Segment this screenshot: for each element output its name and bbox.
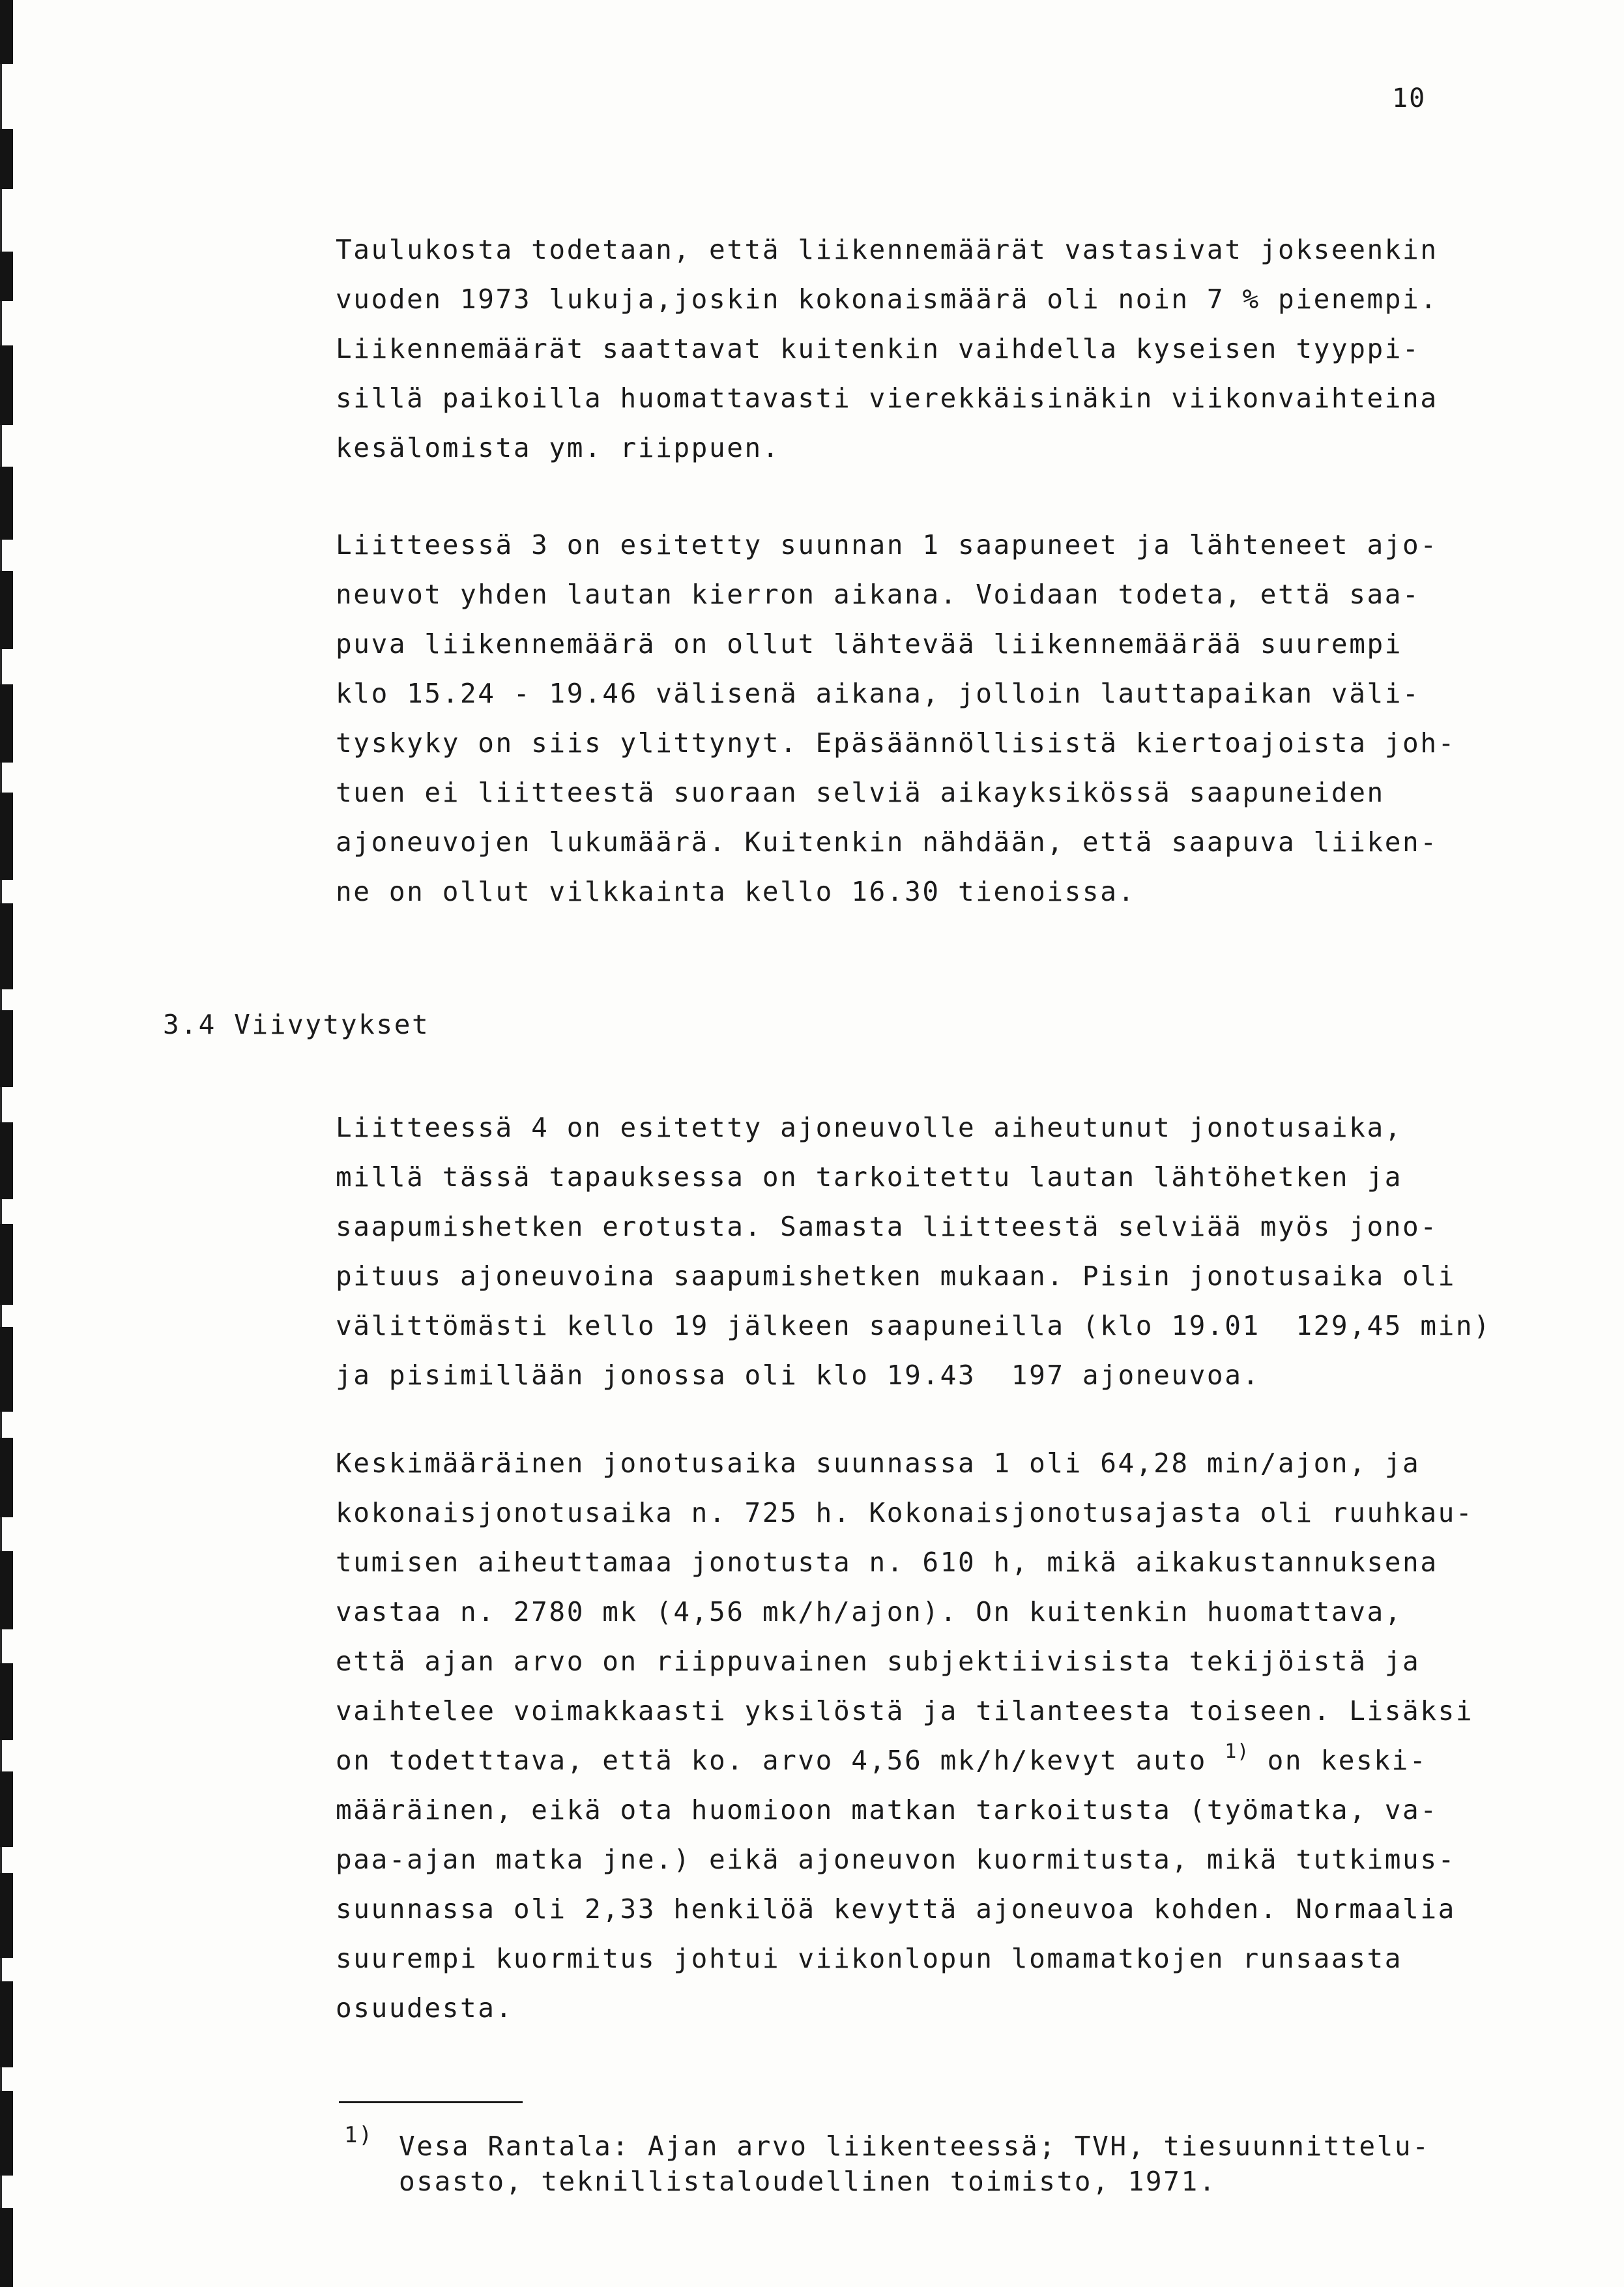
text-line: Liitteessä 3 on esitetty suunnan 1 saapuneet ja lähteneet ajo- xyxy=(336,529,1438,561)
text-line: kesälomista ym. riippuen. xyxy=(336,432,781,463)
binding-strip-18 xyxy=(0,1873,13,1958)
paragraph-1 xyxy=(336,225,1593,473)
text-line: klo 15.24 - 19.46 välisenä aikana, jolloin lauttapaikan väli- xyxy=(336,678,1421,709)
binding-strip-7 xyxy=(0,684,13,763)
text-line: välittömästi kello 19 jälkeen saapuneilla (klo 19.01 129,45 min) xyxy=(336,1310,1492,1341)
text-line: kokonaisjonotusaika n. 725 h. Kokonaisjonotusajasta oli ruuhkau- xyxy=(336,1497,1474,1528)
text-line: neuvot yhden lautan kierron aikana. Voidaan todeta, että saa- xyxy=(336,579,1421,610)
binding-strip-2 xyxy=(0,129,13,189)
text-line: ja pisimillään jonossa oli klo 19.43 197 ajoneuvoa. xyxy=(336,1360,1260,1391)
text-line: suurempi kuormitus johtui viikonlopun lomamatkojen runsaasta xyxy=(336,1943,1403,1974)
footnote-reference: 1) xyxy=(1225,1740,1250,1763)
binding-strip-19 xyxy=(0,1981,13,2067)
paragraph-4 xyxy=(336,1438,1593,2033)
text-line: että ajan arvo on riippuvainen subjektiivisista tekijöistä ja xyxy=(336,1646,1421,1677)
binding-strip-11 xyxy=(0,1122,13,1199)
text-line: Taulukosta todetaan, että liikennemäärät vastasivat jokseenkin xyxy=(336,234,1438,265)
footnote-line: Vesa Rantala: Ajan arvo liikenteessä; TVH, tiesuunnittelu- xyxy=(399,2131,1430,2162)
page-number: 10 xyxy=(1392,83,1427,113)
text-line: ne on ollut vilkkainta kello 16.30 tienoissa. xyxy=(336,876,1136,907)
text-line: millä tässä tapauksessa on tarkoitettu lautan lähtöhetken ja xyxy=(336,1161,1403,1193)
text-line: vaihtelee voimakkaasti yksilöstä ja tilanteesta toiseen. Lisäksi xyxy=(336,1695,1474,1726)
binding-strip-17 xyxy=(0,1771,13,1847)
binding-strip-21 xyxy=(0,2208,13,2287)
binding-strip-6 xyxy=(0,571,13,649)
text-line: pituus ajoneuvoina saapumishetken mukaan. Pisin jonotusaika oli xyxy=(336,1260,1456,1292)
binding-strip-1 xyxy=(0,0,13,64)
binding-strip-12 xyxy=(0,1224,13,1305)
paragraph-2 xyxy=(336,520,1593,916)
binding-strip-14 xyxy=(0,1438,13,1517)
text-line: Liitteessä 4 on esitetty ajoneuvolle aiheutunut jonotusaika, xyxy=(336,1112,1403,1143)
text-line: tyskyky on siis ylittynyt. Epäsäännöllisistä kiertoajoista joh- xyxy=(336,727,1456,759)
text-line: ajoneuvojen lukumäärä. Kuitenkin nähdään, että saapuva liiken- xyxy=(336,826,1438,858)
text-line: tuen ei liitteestä suoraan selviä aikayksikössä saapuneiden xyxy=(336,777,1385,808)
text-line: osuudesta. xyxy=(336,1992,514,2024)
section-heading: 3.4 Viivytykset xyxy=(163,1009,430,1040)
text-line: Keskimääräinen jonotusaika suunnassa 1 oli 64,28 min/ajon, ja xyxy=(336,1448,1421,1479)
footnote-line: osasto, teknillistaloudellinen toimisto, 1971. xyxy=(399,2166,1217,2197)
text-line: puva liikennemäärä on ollut lähtevää liikennemäärää suurempi xyxy=(336,628,1403,660)
text-line: määräinen, eikä ota huomioon matkan tarkoitusta (työmatka, va- xyxy=(336,1794,1438,1826)
binding-strip-4 xyxy=(0,345,13,425)
binding-strip-13 xyxy=(0,1327,13,1412)
binding-strip-3 xyxy=(0,252,13,301)
text-segment: on todetttava, että ko. arvo 4,56 mk/h/kevyt auto xyxy=(336,1745,1225,1776)
text-line: saapumishetken erotusta. Samasta liitteestä selviää myös jono- xyxy=(336,1211,1438,1242)
binding-strip-10 xyxy=(0,1010,13,1087)
text-line: vuoden 1973 lukuja,joskin kokonaismäärä oli noin 7 % pienempi. xyxy=(336,284,1438,315)
binding-strip-9 xyxy=(0,903,13,989)
text-line: suunnassa oli 2,33 henkilöä kevyttä ajoneuvoa kohden. Normaalia xyxy=(336,1893,1456,1925)
text-line-with-footnote-ref xyxy=(336,1736,1593,1785)
text-segment: on keski- xyxy=(1249,1745,1428,1776)
footnote-separator xyxy=(339,2101,523,2103)
text-line: vastaa n. 2780 mk (4,56 mk/h/ajon). On kuitenkin huomattava, xyxy=(336,1596,1403,1627)
binding-strip-20 xyxy=(0,2091,13,2176)
binding-strip-16 xyxy=(0,1663,13,1740)
binding-strip-15 xyxy=(0,1551,13,1629)
footnote xyxy=(399,2129,1430,2199)
binding-strip-8 xyxy=(0,793,13,880)
text-line: sillä paikoilla huomattavasti vierekkäisinäkin viikonvaihteina xyxy=(336,383,1438,414)
text-line: Liikennemäärät saattavat kuitenkin vaihdella kyseisen tyyppi- xyxy=(336,333,1421,364)
footnote-marker: 1) xyxy=(344,2122,373,2148)
paragraph-3 xyxy=(336,1103,1593,1400)
text-line: tumisen aiheuttamaa jonotusta n. 610 h, mikä aikakustannuksena xyxy=(336,1547,1438,1578)
binding-strip-5 xyxy=(0,467,13,540)
text-line: paa-ajan matka jne.) eikä ajoneuvon kuormitusta, mikä tutkimus- xyxy=(336,1844,1456,1875)
